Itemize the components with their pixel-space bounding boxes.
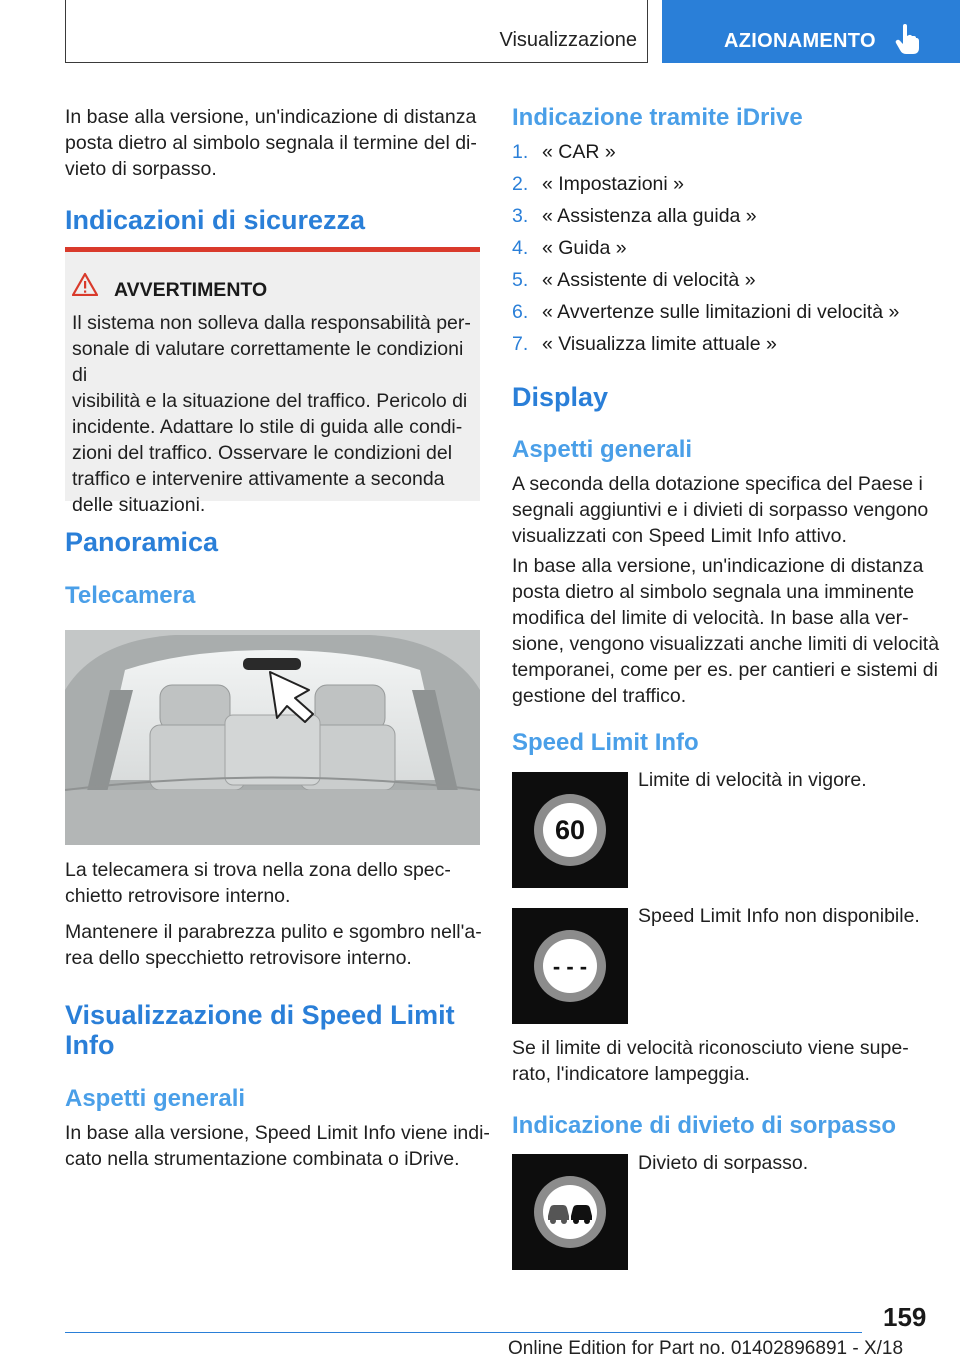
speed-limit-caption: Limite di velocità in vigore. [638, 769, 867, 791]
text-line: Mantenere il parabrezza pulito e sgombro nell'a- [65, 921, 482, 943]
step-text: « Assistenza alla guida » [542, 205, 757, 227]
no-passing-caption: Divieto di sorpasso. [638, 1152, 809, 1174]
text-line: A seconda della dotazione specifica del Paese i [512, 473, 923, 495]
camera-location-illustration [65, 630, 480, 845]
text-line: gestione del traffico. [512, 685, 687, 707]
header-section-box [65, 0, 648, 63]
flash-text [512, 1035, 909, 1087]
text-line: In base alla versione, un'indicazione di distanza [512, 555, 924, 577]
heading-line: Info [65, 1030, 115, 1060]
step-text: « Impostazioni » [542, 173, 684, 195]
footer-divider [65, 1332, 862, 1333]
text-line: In base alla versione, Speed Limit Info viene indi- [65, 1122, 490, 1144]
camera-heading: Telecamera [65, 582, 196, 609]
text-line: segnali aggiuntivi e i divieti di sorpasso vengono [512, 499, 929, 521]
warning-text [72, 310, 477, 518]
step-number: 5. [512, 269, 529, 291]
step-number: 3. [512, 205, 529, 227]
text-line: temporanei, come per es. per cantieri e sistemi di [512, 659, 938, 681]
text-line: In base alla versione, un'indicazione di distanza [65, 106, 477, 128]
step-text: « Assistente di velocità » [542, 269, 756, 291]
no-overtaking-icon [512, 1154, 628, 1270]
overview-heading: Panoramica [65, 527, 219, 557]
intro-paragraph [65, 104, 477, 182]
speed-limit-60-icon [512, 772, 628, 888]
general-text-left [65, 1120, 490, 1172]
text-line: Il sistema non solleva dalla responsabilità per- [72, 312, 471, 334]
step-number: 4. [512, 237, 529, 259]
step-text: « Avvertenze sulle limitazioni di velocità » [542, 301, 900, 323]
step-text: « Visualizza limite attuale » [542, 333, 777, 355]
text-line: posta dietro al simbolo segnala una imminente [512, 581, 915, 603]
text-line: visualizzati con Speed Limit Info attivo. [512, 525, 847, 547]
text-line: rato, l'indicatore lampeggia. [512, 1063, 750, 1085]
text-line: posta dietro al simbolo segnala il termine del di- [65, 132, 477, 154]
text-line: traffico e intervenire attivamente a seconda [72, 468, 445, 490]
step-number: 1. [512, 141, 529, 163]
text-line: sione, vengono visualizzati anche limiti di velocità [512, 633, 940, 655]
text-line: Se il limite di velocità riconosciuto viene supe- [512, 1037, 909, 1059]
text-line: chietto retrovisore interno. [65, 885, 291, 907]
text-line: modifica del limite di velocità. In base alla ver- [512, 607, 909, 629]
header-section-title: Visualizzazione [499, 29, 637, 51]
page-number: 159 [883, 1302, 927, 1332]
text-line: sonale di valutare correttamente le condizioni di [72, 338, 464, 386]
general-heading-right: Aspetti generali [512, 436, 693, 463]
general-text-right [512, 471, 928, 549]
step-text: « Guida » [542, 237, 627, 259]
general-heading-left: Aspetti generali [65, 1085, 246, 1112]
no-passing-heading: Indicazione di divieto di sorpasso [512, 1112, 897, 1139]
speed-limit-info-heading: Speed Limit Info [512, 729, 699, 756]
general-text-right-2 [512, 553, 939, 709]
text-line: delle situazioni. [72, 494, 206, 516]
text-line: vieto di sorpasso. [65, 158, 217, 180]
no-passing-sign [512, 1154, 628, 1270]
speed-limit-unavailable-sign [512, 908, 628, 1024]
idrive-heading: Indicazione tramite iDrive [512, 104, 803, 131]
heading-line: Visualizzazione di Speed Limit [65, 1000, 455, 1030]
header-chapter-title: AZIONAMENTO [724, 30, 876, 52]
display-speed-limit-heading [65, 1000, 455, 1060]
speed-limit-unavailable-icon [512, 908, 628, 1024]
edition-note: Online Edition for Part no. 01402896891 - X/18 [508, 1338, 904, 1359]
text-line: visibilità e la situazione del traffico. Pericolo di [72, 390, 468, 412]
step-number: 6. [512, 301, 529, 323]
step-number: 2. [512, 173, 529, 195]
speed-limit-unavailable-value: - - - [552, 954, 588, 979]
warning-box [65, 247, 480, 516]
text-line: cato nella strumentazione combinata o iDrive. [65, 1148, 460, 1170]
display-heading: Display [512, 382, 609, 412]
text-line: La telecamera si trova nella zona dello spec- [65, 859, 451, 881]
header-chapter-tab [662, 0, 960, 63]
speed-limit-unavailable-caption: Speed Limit Info non disponibile. [638, 905, 920, 927]
speed-limit-sign [512, 772, 628, 888]
text-line: zioni del traffico. Osservare le condizioni del [72, 442, 453, 464]
speed-limit-value: 60 [554, 815, 586, 845]
pointing-hand-icon [895, 24, 919, 54]
text-line: rea dello specchietto retrovisore interno. [65, 947, 412, 969]
warning-triangle-icon [72, 272, 98, 296]
safety-heading: Indicazioni di sicurezza [65, 205, 366, 235]
warning-title: AVVERTIMENTO [114, 279, 268, 301]
text-line: incidente. Adattare lo stile di guida alle condi- [72, 416, 463, 438]
camera-text [65, 857, 451, 909]
camera-text-2 [65, 919, 482, 971]
step-number: 7. [512, 333, 529, 355]
step-text: « CAR » [542, 141, 616, 163]
